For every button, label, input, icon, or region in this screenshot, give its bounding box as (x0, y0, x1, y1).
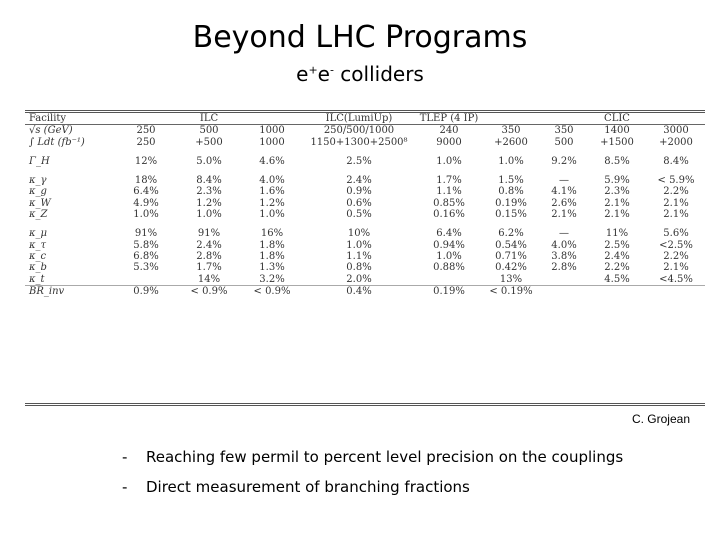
table-cell: — (559, 175, 569, 187)
table-cell: 1.7% (436, 175, 462, 187)
table-cell: <2.5% (659, 239, 693, 251)
table-cell: 2.0% (346, 273, 372, 285)
header-cell (541, 113, 587, 125)
subtitle-e2: e (317, 62, 330, 86)
row-label-cell: Γ_H (29, 155, 50, 167)
table-cell (117, 274, 175, 286)
table-cell: 0.19% (417, 285, 481, 297)
table-cell: 0.8% (498, 186, 524, 198)
table-cell: 5.0% (196, 155, 222, 167)
table-cell: 2.3% (604, 186, 630, 198)
table-cell: 5.3% (133, 262, 159, 274)
table-cell: 0.85% (433, 197, 465, 209)
spacer-cell (25, 148, 705, 156)
header-cell (243, 113, 301, 125)
table-cell: 3.2% (259, 273, 285, 285)
header-cell: CLIC (587, 113, 647, 125)
table-cell: 3000 (663, 125, 689, 137)
row-label-cell: κ_τ (29, 239, 47, 251)
table-cell: 1.7% (196, 262, 222, 274)
header-label-cell: Facility (25, 113, 117, 125)
row-label-cell: κ_W (29, 197, 51, 209)
table-cell: 250 (136, 125, 156, 137)
table-cell: 6.8% (133, 250, 159, 262)
table-row (25, 175, 705, 186)
table-cell: 6.4% (436, 228, 462, 240)
table-cell: 4.0% (259, 175, 285, 187)
table-cell: 1400 (604, 125, 630, 137)
table-cell: < 0.9% (175, 285, 243, 297)
table-cell: 250 (136, 136, 156, 148)
header-cell (481, 113, 541, 125)
table-cell: +1500 (600, 136, 634, 148)
header-cell (647, 113, 705, 125)
table-row (25, 198, 705, 209)
table-row (25, 251, 705, 262)
header-cell: ILC(LumiUp) (301, 113, 417, 125)
table-cell: 2.5% (346, 155, 372, 167)
table-row (25, 137, 705, 148)
table-cell: 5.8% (133, 239, 159, 251)
table-cell: < 0.9% (243, 285, 301, 297)
bullet-item (122, 478, 623, 496)
table-cell: 8.4% (196, 175, 222, 187)
row-label-cell: κ_b (29, 262, 47, 274)
comparison-table-body (25, 113, 705, 297)
row-label-cell: κ_g (29, 186, 47, 198)
table-spacer-row (25, 148, 705, 156)
row-label-cell: κ_Z (29, 209, 48, 221)
table-cell: 4.9% (133, 197, 159, 209)
table-cell: 0.6% (346, 197, 372, 209)
slide-subtitle (0, 62, 720, 86)
table-cell: 1.0% (346, 239, 372, 251)
table-cell: 240 (439, 125, 459, 137)
table-cell: 1.8% (259, 250, 285, 262)
row-label-cell: κ_t (29, 273, 45, 285)
slide-title: Beyond LHC Programs (192, 20, 528, 55)
table-spacer-row (25, 220, 705, 228)
table-cell: 1.3% (259, 262, 285, 274)
table-cell: 0.16% (433, 209, 465, 221)
table-cell: 2.8% (551, 262, 577, 274)
table-header-row (25, 113, 705, 125)
subtitle-e1: e (296, 62, 309, 86)
table-cell: 0.94% (433, 239, 465, 251)
table-cell: 4.5% (604, 273, 630, 285)
table-row (25, 156, 705, 167)
table-cell: 2.4% (604, 250, 630, 262)
table-cell: +500 (195, 136, 223, 148)
table-cell: — (559, 228, 569, 240)
table-cell: 4.6% (259, 155, 285, 167)
header-cell: TLEP (4 IP) (417, 113, 481, 125)
table-cell: 1.2% (196, 197, 222, 209)
subtitle-minus: - (329, 63, 334, 77)
table-cell: 2.6% (551, 197, 577, 209)
table-cell (647, 285, 705, 297)
table-cell: 2.8% (196, 250, 222, 262)
table-cell: <4.5% (659, 273, 693, 285)
table-cell: 9000 (436, 136, 462, 148)
table-cell: 10% (347, 228, 371, 240)
table-cell: 2.1% (663, 197, 689, 209)
table-cell: 5.9% (604, 175, 630, 187)
subtitle-plus: + (308, 63, 318, 77)
bullet-dash: - (122, 478, 128, 496)
table-cell: 1.0% (498, 155, 524, 167)
table-cell: 0.54% (495, 239, 527, 251)
table-cell: 6.4% (133, 186, 159, 198)
row-label-cell: BR_inv (25, 285, 117, 297)
table-cell: 4.0% (551, 239, 577, 251)
table-cell: 350 (554, 125, 574, 137)
table-cell: 500 (199, 125, 219, 137)
table-cell: 1.2% (259, 197, 285, 209)
comparison-table (25, 113, 705, 297)
table-cell: 0.4% (301, 285, 417, 297)
table-cell: 0.19% (495, 197, 527, 209)
table-row (25, 262, 705, 273)
table-cell: 91% (197, 228, 221, 240)
table-cell: 2.2% (604, 262, 630, 274)
table-cell: 8.4% (663, 155, 689, 167)
table-cell: 1.1% (346, 250, 372, 262)
table-cell: 2.4% (346, 175, 372, 187)
table-cell: 2.1% (663, 209, 689, 221)
bullet-item (122, 448, 623, 466)
table-cell: < 0.19% (481, 285, 541, 297)
table-cell: 4.1% (551, 186, 577, 198)
table-cell: +2000 (659, 136, 693, 148)
author-credit: C. Grojean (631, 412, 690, 426)
table-cell: 1.0% (133, 209, 159, 221)
row-label-cell: κ_γ (29, 175, 47, 187)
table-row (25, 125, 705, 137)
table-cell: 2.1% (604, 197, 630, 209)
table-cell: 2.3% (196, 186, 222, 198)
row-label-cell: ∫ Ldt (fb⁻¹) (29, 136, 85, 148)
table-cell: 2.1% (663, 262, 689, 274)
table-cell: 18% (134, 175, 158, 187)
table-cell: +2600 (494, 136, 528, 148)
table-cell: 0.5% (346, 209, 372, 221)
table-row (25, 274, 705, 286)
table-spacer-row (25, 167, 705, 175)
table-cell: 1.1% (436, 186, 462, 198)
table-cell (541, 285, 587, 297)
table-cell: 500 (554, 136, 574, 148)
table-cell: 2.1% (604, 209, 630, 221)
header-cell (117, 113, 175, 125)
table-cell: 12% (134, 155, 158, 167)
table-cell: 0.88% (433, 262, 465, 274)
table-row (25, 186, 705, 197)
bullet-text: Direct measurement of branching fractions (146, 478, 470, 496)
table-row (25, 285, 705, 297)
header-cell: ILC (175, 113, 243, 125)
table-cell: 5.6% (663, 228, 689, 240)
table-cell: < 5.9% (657, 175, 695, 187)
table-cell: 6.2% (498, 228, 524, 240)
comparison-table-container (25, 110, 705, 406)
table-cell: 13% (499, 273, 523, 285)
table-cell: 91% (134, 228, 158, 240)
spacer-cell (25, 167, 705, 175)
table-cell: 1.0% (196, 209, 222, 221)
table-cell: 0.9% (346, 186, 372, 198)
table-cell: 1.0% (436, 250, 462, 262)
bullet-list (122, 448, 623, 508)
spacer-cell (25, 220, 705, 228)
table-cell: 14% (197, 273, 221, 285)
table-cell: 2.4% (196, 239, 222, 251)
table-cell: 1150+1300+2500⁸ (310, 136, 408, 148)
table-cell: 11% (605, 228, 629, 240)
row-label-cell: √s (GeV) (29, 125, 73, 137)
table-cell: 0.15% (495, 209, 527, 221)
table-cell: 2.2% (663, 250, 689, 262)
table-row (25, 228, 705, 239)
table-cell: 0.42% (495, 262, 527, 274)
row-label-cell: κ_c (29, 250, 47, 262)
table-cell (417, 274, 481, 286)
table-cell: 1000 (259, 125, 285, 137)
table-cell: 1000 (259, 136, 285, 148)
table-cell: 1.5% (498, 175, 524, 187)
row-label-cell: κ_μ (29, 228, 48, 240)
table-row (25, 240, 705, 251)
table-cell: 0.71% (495, 250, 527, 262)
bullet-text: Reaching few permil to percent level precision on the couplings (146, 448, 624, 466)
bullet-dash: - (122, 448, 128, 466)
table-cell (541, 274, 587, 286)
table-cell: 0.9% (117, 285, 175, 297)
table-cell: 1.0% (259, 209, 285, 221)
table-cell: 3.8% (551, 250, 577, 262)
table-cell: 2.1% (551, 209, 577, 221)
table-cell: 2.2% (663, 186, 689, 198)
table-cell: 1.0% (436, 155, 462, 167)
table-cell: 8.5% (604, 155, 630, 167)
table-cell: 350 (501, 125, 521, 137)
table-cell: 1.8% (259, 239, 285, 251)
table-cell (587, 285, 647, 297)
table-cell: 0.8% (346, 262, 372, 274)
table-cell: 2.5% (604, 239, 630, 251)
table-cell: 9.2% (551, 155, 577, 167)
table-cell: 16% (260, 228, 284, 240)
subtitle-text: colliders (333, 62, 424, 86)
table-row (25, 209, 705, 220)
table-cell: 1.6% (259, 186, 285, 198)
table-cell: 250/500/1000 (323, 125, 395, 137)
